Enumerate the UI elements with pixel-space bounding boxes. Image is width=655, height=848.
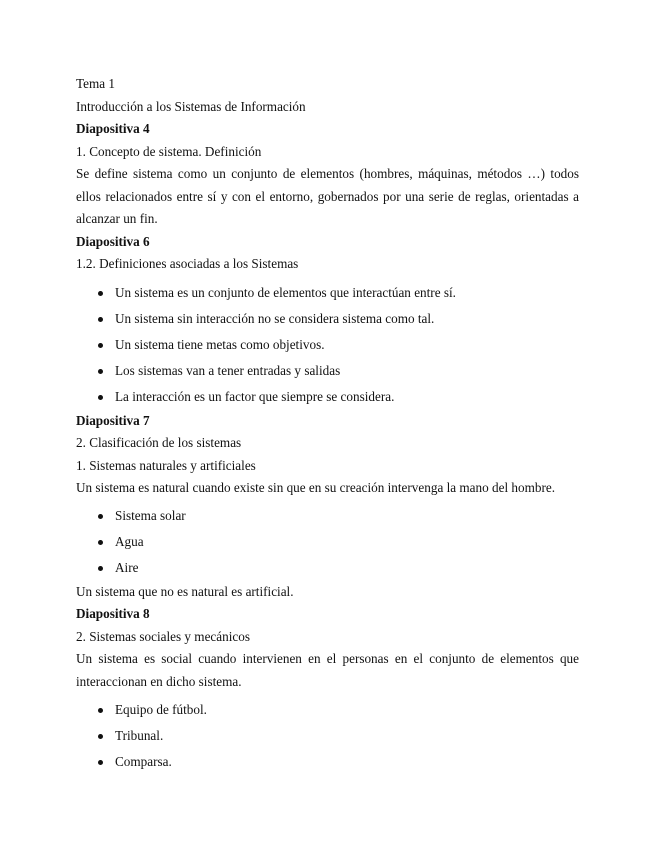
- list-item: Tribunal.: [76, 723, 579, 749]
- section-subheading: 2. Sistemas sociales y mecánicos: [76, 628, 250, 644]
- list-item: Un sistema es un conjunto de elementos que interactúan entre sí.: [76, 280, 579, 306]
- section-closing: Un sistema que no es natural es artificial.: [76, 583, 294, 599]
- bullet-icon: [98, 317, 103, 322]
- bullet-icon: [98, 540, 103, 545]
- document-page: [76, 73, 579, 775]
- section-paragraph: Un sistema es social cuando intervienen en el personas en el conjunto de elementos que interaccionan en dicho sistema.: [76, 651, 579, 689]
- list-item: Comparsa.: [76, 749, 579, 775]
- list-item: Un sistema tiene metas como objetivos.: [76, 332, 579, 358]
- document-title: Introducción a los Sistemas de Información: [76, 98, 306, 114]
- slide-heading: Diapositiva 6: [76, 233, 150, 249]
- slide-heading: Diapositiva 7: [76, 412, 150, 428]
- slide-heading: Diapositiva 8: [76, 606, 150, 621]
- bullet-icon: [98, 566, 103, 571]
- list-item: Un sistema sin interacción no se considera sistema como tal.: [76, 306, 579, 332]
- slide-heading: Diapositiva 4: [76, 121, 150, 136]
- bullet-icon: [98, 514, 103, 519]
- section-subheading: 2. Clasificación de los sistemas: [76, 435, 242, 450]
- bullet-icon: [98, 291, 103, 296]
- section-paragraph: Se define sistema como un conjunto de elementos (hombres, máquinas, métodos …) todos ellos relacionados entre sí y con el entorno, gobernados por una serie de reglas, orientadas a alcanzar un fin.: [76, 166, 579, 226]
- bullet-icon: [98, 708, 103, 713]
- bullet-list: [76, 280, 579, 410]
- list-item: La interacción es un factor que siempre se considera.: [76, 384, 579, 410]
- list-item: Los sistemas van a tener entradas y salidas: [76, 358, 579, 384]
- section-subheading-2: 1. Sistemas naturales y artificiales: [76, 457, 256, 473]
- section-subheading: 1. Concepto de sistema. Definición: [76, 143, 262, 159]
- bullet-icon: [98, 343, 103, 348]
- tema-label: Tema 1: [76, 76, 115, 91]
- bullet-list: [76, 697, 579, 775]
- bullet-icon: [98, 395, 103, 400]
- bullet-list: [76, 503, 579, 581]
- section-subheading: 1.2. Definiciones asociadas a los Sistemas: [76, 256, 299, 271]
- bullet-icon: [98, 734, 103, 739]
- bullet-icon: [98, 760, 103, 765]
- section-paragraph: Un sistema es natural cuando existe sin que en su creación intervenga la mano del hombre.: [76, 480, 555, 495]
- list-item: Sistema solar: [76, 503, 579, 529]
- list-item: Equipo de fútbol.: [76, 697, 579, 723]
- list-item: Aire: [76, 555, 579, 581]
- bullet-icon: [98, 369, 103, 374]
- list-item: Agua: [76, 529, 579, 555]
